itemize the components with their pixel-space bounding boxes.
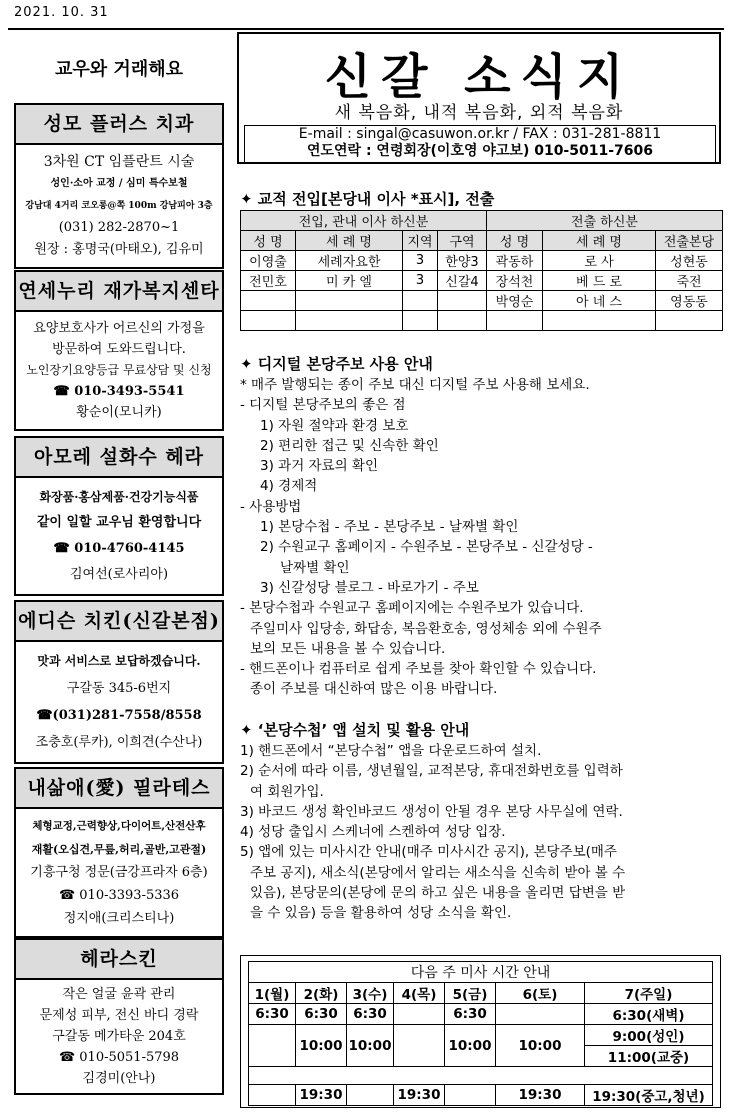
text-line: 3) 과거 자료의 확인	[260, 458, 379, 475]
cell: 한양3	[438, 251, 487, 271]
day-header: 1(월)	[249, 983, 296, 1004]
col-header: 세 례 명	[543, 231, 656, 251]
ad-line: 김여선(로사리아)	[69, 567, 169, 582]
day-header: 4(목)	[394, 983, 445, 1004]
ad-line: 김경미(안나)	[82, 1071, 156, 1086]
mass-table	[248, 961, 713, 1106]
col-header: 구역	[438, 231, 487, 251]
ad-line: 구갈동 메가타운 204호	[52, 1029, 186, 1044]
ad-box-dental	[14, 103, 224, 269]
mass-time: 10:00	[496, 1025, 585, 1067]
day-header: 2(화)	[296, 983, 347, 1004]
ad-line: ☎ 010-5051-5798	[58, 1050, 180, 1065]
mass-time	[445, 1085, 496, 1106]
cell: 아 네 스	[543, 291, 656, 311]
cell: 세례자요한	[296, 251, 403, 271]
ad-line: 방문하여 도와드립니다.	[52, 342, 186, 357]
table-row	[241, 251, 723, 271]
ad-line: 조충호(루카), 이희견(수산나)	[35, 735, 203, 750]
cell: 박영순	[487, 291, 543, 311]
text-line: 주일미사 입당송, 화답송, 복음환호송, 영성체송 외에 수원주	[250, 620, 602, 637]
cell	[487, 311, 543, 331]
day-header: 3(수)	[347, 983, 394, 1004]
ads-header: 교우와 거래해요	[55, 59, 183, 80]
text-line: 1) 자원 절약과 환경 보호	[260, 417, 409, 434]
text-line: - 디지털 본당주보의 좋은 점	[240, 397, 406, 414]
table-row	[241, 271, 723, 291]
cell: 로 사	[543, 251, 656, 271]
cell	[656, 311, 723, 331]
issue-date: 2021. 10. 31	[14, 5, 109, 20]
mass-time: 19:30	[394, 1085, 445, 1106]
text-line: 1) 핸드폰에서 “본당수첩” 앱을 다운로드하여 설치.	[240, 743, 542, 759]
text-line: 3) 신갈성당 블로그 - 바로가기 - 주보	[260, 579, 479, 596]
app-body	[240, 741, 625, 924]
mass-time: 10:00	[347, 1025, 394, 1067]
day-header: 7(주일)	[585, 983, 713, 1004]
ad-box-care-center	[14, 270, 224, 431]
cell	[438, 291, 487, 311]
masthead	[237, 32, 721, 164]
mass-time: 19:30(중고,청년)	[585, 1085, 713, 1106]
text-line: 2) 편리한 접근 및 신속한 확인	[260, 437, 439, 454]
text-line: - 핸드폰이나 컴퓨터로 쉽게 주보를 찾아 확인할 수 있습니다.	[240, 661, 597, 678]
ad-title: 내삶애(愛) 필라테스	[16, 769, 222, 809]
text-line: 4) 경제적	[260, 478, 318, 495]
spacer-row	[249, 1067, 713, 1085]
text-line: 1) 본당수첩 - 주보 - 본당주보 - 날짜별 확인	[260, 519, 519, 536]
mass-time	[394, 1025, 445, 1067]
ad-line: 체형교정,근력향상,다이어트,산전산후	[32, 820, 206, 832]
cell: 베 드 로	[543, 271, 656, 291]
col-header: 전출본당	[656, 231, 723, 251]
transfer-table	[240, 210, 723, 331]
col-header: 성 명	[487, 231, 543, 251]
text-line: 날짜별 확인	[280, 559, 350, 576]
ad-line: (031) 282-2870~1	[58, 220, 180, 235]
ad-box-amore	[14, 436, 224, 596]
ad-line: 화장품·홍삼제품·건강기능식품	[39, 490, 199, 504]
table-row	[241, 291, 723, 311]
ad-line: 성인·소아 교정 / 심미 특수보철	[50, 178, 188, 189]
cell	[543, 311, 656, 331]
cell: 성현동	[656, 251, 723, 271]
out-header: 전출 하신분	[487, 211, 723, 231]
mass-time	[249, 1085, 296, 1106]
text-line: - 사용방법	[240, 498, 302, 515]
text-line: 주보 공지), 새소식(본당에서 알리는 새소식을 신속히 받아 볼 수	[250, 864, 626, 881]
in-header: 전입, 관내 이사 하신분	[241, 211, 487, 231]
mass-time: 9:00(성인)	[585, 1025, 713, 1046]
ad-box-pilates	[14, 767, 224, 938]
cell	[438, 311, 487, 331]
contact-box	[244, 125, 716, 163]
ad-line: 구갈동 345-6번지	[66, 681, 172, 696]
mass-time	[394, 1004, 445, 1025]
digital-body	[240, 375, 602, 700]
mass-box	[240, 955, 721, 1108]
ad-line: 재활(오십견,무릎,허리,골반,고관절)	[31, 843, 207, 856]
ad-line: 원장 : 홍명국(마태오), 김유미	[34, 242, 204, 257]
ad-title: 성모 플러스 치과	[16, 105, 222, 145]
cell	[403, 291, 438, 311]
cell: 이영출	[241, 251, 296, 271]
mass-time: 19:30	[296, 1085, 347, 1106]
col-header: 세 례 명	[296, 231, 403, 251]
ad-title: 아모레 설화수 헤라	[16, 438, 222, 478]
text-line: * 매주 발행되는 종이 주보 대신 디지털 주보 사용해 보세요.	[240, 377, 590, 393]
ad-line: ☎ 010-3493-5541	[53, 384, 185, 399]
newsletter-subtitle: 새 복음화, 내적 복음화, 외적 복음화	[334, 103, 624, 123]
ad-line: ☎(031)281-7558/8558	[36, 708, 202, 723]
day-header: 6(토)	[496, 983, 585, 1004]
cell: 3	[403, 251, 438, 271]
contact-funeral: 연도연락 : 연령회장(이호영 야고보) 010-5011-7606	[306, 143, 653, 159]
mass-time	[496, 1004, 585, 1025]
ad-line: 3차원 CT 임플란트 시술	[43, 154, 195, 170]
text-line: 보의 모든 내용을 볼 수 있습니다.	[250, 640, 446, 657]
mass-time: 6:30(새벽)	[585, 1004, 713, 1025]
text-line: 4) 성당 출입시 스케너에 스켄하여 성당 입장.	[240, 824, 506, 841]
ad-line: 요양보호사가 어르신의 가정을	[33, 321, 205, 336]
ad-line: 황순이(모니카)	[76, 405, 162, 420]
text-line: 3) 바코드 생성 확인바코드 생성이 안될 경우 본당 사무실에 연락.	[240, 803, 623, 820]
app-heading: ✦ ‘본당수첩’ 앱 설치 및 활용 안내	[240, 721, 470, 739]
col-header: 성 명	[241, 231, 296, 251]
cell	[241, 311, 296, 331]
contact-email-fax: E-mail : singal@casuwon.or.kr / FAX : 031-281-8811	[298, 126, 662, 142]
digital-heading: ✦ 디지털 본당주보 사용 안내	[240, 355, 433, 373]
mass-time	[249, 1025, 296, 1067]
ad-line: 노인장기요양등급 무료상담 및 신청	[26, 363, 212, 377]
ad-box-heraskin	[14, 938, 224, 1095]
cell: 미 카 엘	[296, 271, 403, 291]
text-line: 을 수 있음) 등을 활용하여 성당 소식을 확인.	[250, 905, 512, 922]
mass-time: 11:00(교중)	[585, 1046, 713, 1067]
ad-title: 헤라스킨	[16, 940, 222, 980]
cell: 장석천	[487, 271, 543, 291]
ad-line: 같이 일할 교우님 환영합니다	[36, 515, 202, 530]
mass-time	[347, 1085, 394, 1106]
text-line: 5) 앱에 있는 미사시간 안내(매주 미사시간 공지), 본당주보(매주	[240, 844, 617, 861]
transfer-heading: ✦ 교적 전입[본당내 이사 *표시], 전출	[240, 190, 495, 208]
cell	[403, 311, 438, 331]
ad-line: 정지애(크리스티나)	[63, 911, 175, 926]
table-row	[241, 311, 723, 331]
mass-time: 6:30	[347, 1004, 394, 1025]
ad-title: 에디슨 치킨(신갈본점)	[16, 602, 222, 642]
cell	[296, 291, 403, 311]
cell: 곽동하	[487, 251, 543, 271]
ad-line: 기흥구청 정문(금강프라자 6층)	[30, 865, 208, 880]
text-line: - 본당수첩과 수원교구 홈페이지에는 수원주보가 있습니다.	[240, 600, 584, 617]
mass-time: 10:00	[445, 1025, 496, 1067]
cell: 영동동	[656, 291, 723, 311]
ad-line: 문제성 피부, 전신 바디 경락	[39, 1008, 199, 1023]
text-line: 여 회원가입.	[250, 783, 324, 800]
text-line: 2) 순서에 따라 이름, 생년월일, 교적본당, 휴대전화번호를 입력하	[240, 763, 623, 780]
text-line: 2) 수원교구 홈페이지 - 수원주보 - 본당주보 - 신갈성당 -	[260, 539, 593, 556]
cell	[241, 291, 296, 311]
mass-time: 6:30	[445, 1004, 496, 1025]
ad-box-chicken	[14, 600, 224, 764]
mass-time: 19:30	[496, 1085, 585, 1106]
cell: 신갈4	[438, 271, 487, 291]
cell: 전민호	[241, 271, 296, 291]
ad-line: 강남대 4거리 코오롱@쪽 100m 강남피아 3층	[25, 201, 213, 211]
cell	[296, 311, 403, 331]
ad-line: ☎ 010-4760-4145	[53, 541, 185, 556]
ad-line: 작은 얼굴 윤곽 관리	[62, 987, 176, 1002]
day-header: 5(금)	[445, 983, 496, 1004]
col-header: 지역	[403, 231, 438, 251]
ad-title: 연세누리 재가복지센타	[16, 272, 222, 312]
cell: 3	[403, 271, 438, 291]
mass-time: 6:30	[249, 1004, 296, 1025]
top-divider	[8, 28, 724, 30]
mass-time: 10:00	[296, 1025, 347, 1067]
newsletter-title: 신갈 소식지	[324, 49, 634, 105]
mass-time: 6:30	[296, 1004, 347, 1025]
text-line: 종이 주보를 대신하여 많은 이용 바랍니다.	[250, 681, 498, 698]
mass-title: 다음 주 미사 시간 안내	[249, 962, 713, 983]
text-line: 있음), 본당문의(본당에 문의 하고 싶은 내용을 올리면 답변을 받	[250, 885, 626, 902]
ad-line: 맛과 서비스로 보답하겠습니다.	[37, 654, 201, 668]
cell: 죽전	[656, 271, 723, 291]
ad-line: ☎ 010-3393-5336	[58, 888, 180, 903]
